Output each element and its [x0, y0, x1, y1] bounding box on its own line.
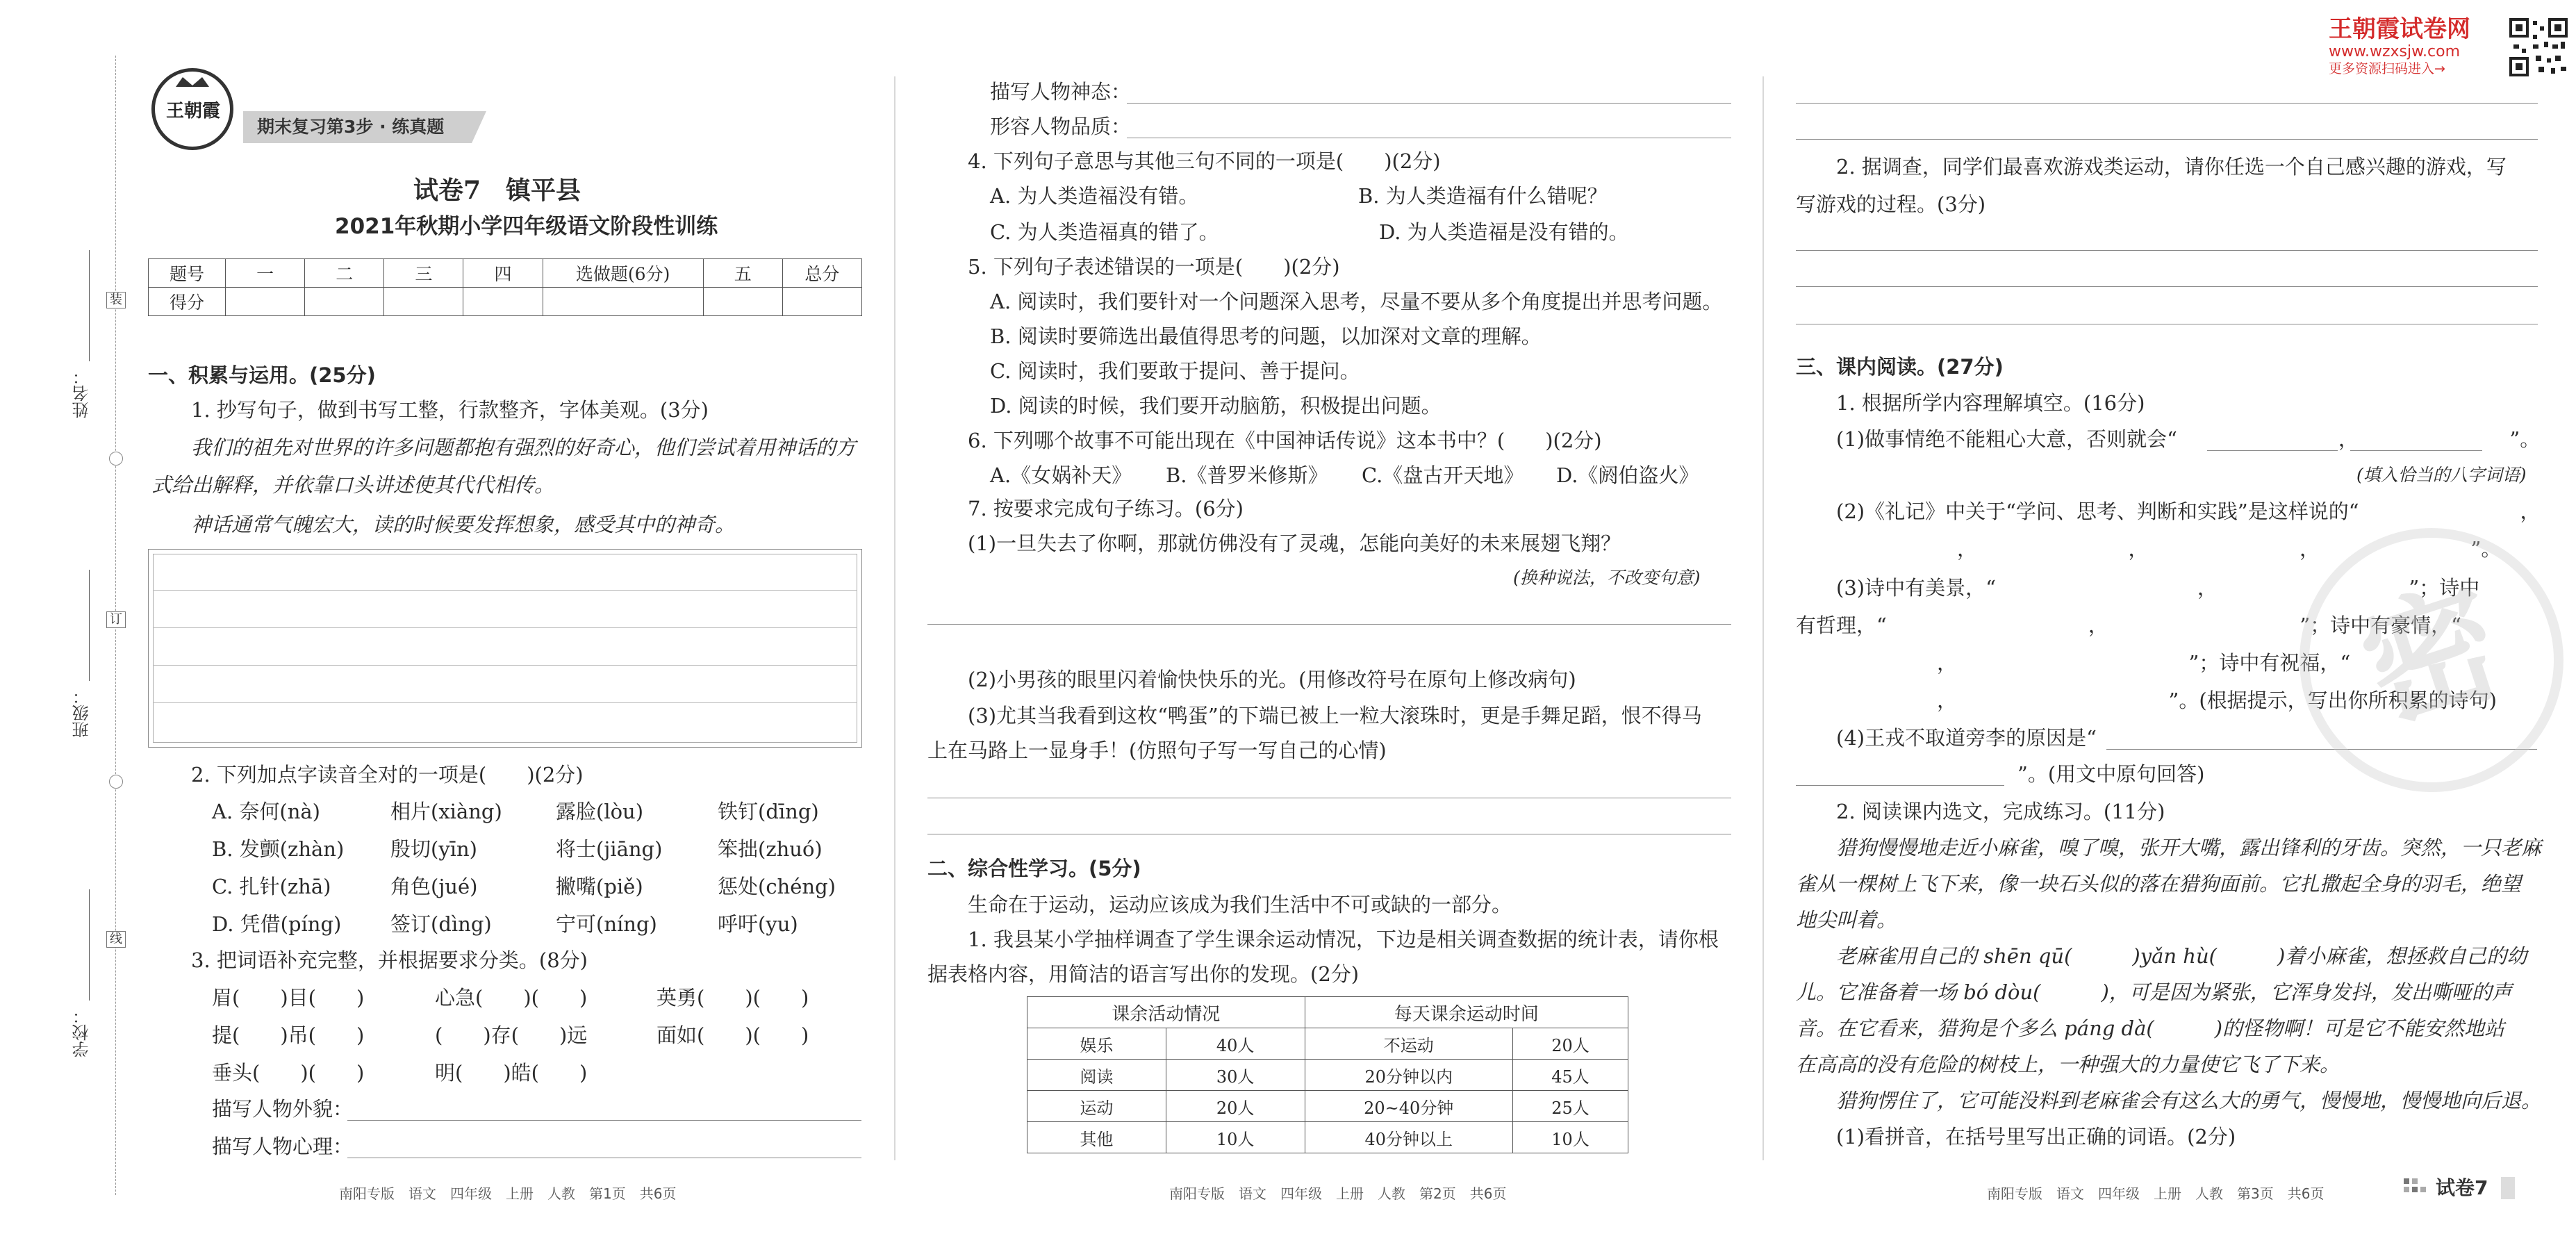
score-cell: 总分	[782, 259, 861, 288]
page-footer: 南阳专版 语文 四年级 上册 人教 第3页 共6页	[1987, 1185, 2325, 1202]
passage-line: 地尖叫着。	[1796, 908, 1897, 932]
section-2-title: 二、综合性学习。(5分)	[927, 857, 1141, 880]
brand-name: 王朝霞试卷网	[2329, 15, 2470, 43]
column-divider	[894, 76, 895, 1160]
brand-tagline: 更多资源扫码进入→	[2329, 61, 2445, 76]
q2-option: 惩处(chéng)	[718, 875, 836, 898]
q7-item: (3)尤其当我看到这枚“鸭蛋”的下端已被上一粒大滚珠时，更是手舞足蹈，恨不得马	[968, 704, 1702, 727]
score-cell: 一	[226, 259, 305, 288]
q5-option: B. 阅读时要筛选出最值得思考的问题，以加深对文章的理解。	[990, 324, 1542, 348]
score-cell: 选做题(6分)	[543, 259, 703, 288]
q2-option: 宁可(níng)	[556, 912, 657, 936]
survey-cell: 阅读	[1027, 1060, 1166, 1091]
fill-blank[interactable]	[2207, 450, 2338, 451]
q2-option: 角色(jué)	[390, 875, 478, 898]
score-cell: 五	[703, 259, 782, 288]
q1-passage: 神话通常气魄宏大，读的时候要发挥想象，感受其中的神奇。	[191, 513, 736, 536]
q3-blank[interactable]: 英勇( )( )	[657, 986, 809, 1010]
score-cell: 四	[463, 259, 543, 288]
paper-number-tab	[2501, 1177, 2515, 1199]
section-1-title: 一、积累与运用。(25分)	[148, 363, 376, 387]
section-2-q1: 1. 我县某小学抽样调查了学生课余运动情况，下边是相关调查数据的统计表，请你根	[968, 928, 1719, 951]
score-cell[interactable]	[384, 288, 463, 316]
score-cell[interactable]	[703, 288, 782, 316]
q2-option: 笨拙(zhuó)	[718, 837, 823, 861]
survey-cell: 30人	[1166, 1060, 1305, 1091]
survey-cell: 运动	[1027, 1091, 1166, 1122]
section-2-q1: 据表格内容，用简洁的语言写出你的发现。(2分)	[927, 962, 1360, 986]
brand-url: www.wzxsjw.com	[2329, 43, 2461, 60]
q4-option: B. 为人类造福有什么错呢？	[1358, 184, 1608, 208]
column-divider	[1762, 76, 1764, 1160]
reading-q1-item: ， ， ， ”。	[1796, 537, 2502, 561]
score-cell[interactable]	[463, 288, 543, 316]
binding-hole	[109, 775, 123, 789]
q3-blank[interactable]: 垂头( )( )	[212, 1061, 365, 1085]
q7-item: (1)一旦失去了你啊，那就仿佛没有了灵魂，怎能向美好的未来展翅飞翔？	[968, 532, 1621, 555]
q2-option: 铁钉(dīng)	[718, 800, 819, 823]
school-underline	[89, 889, 90, 1001]
q2-option: 撇嘴(piě)	[556, 875, 643, 898]
survey-table-row	[1027, 1028, 1628, 1060]
q2-option: 签订(dìng)	[390, 912, 492, 936]
q3-blank[interactable]: 明( )皓( )	[435, 1061, 588, 1085]
q4-option: D. 为人类造福是没有错的。	[1379, 220, 1629, 244]
reading-q1-hint: (填入恰当的八字词语)	[2356, 465, 2527, 485]
binding-mark: 线	[106, 931, 126, 948]
survey-cell: 娱乐	[1027, 1028, 1166, 1060]
q7-text: 7. 按要求完成句子练习。(6分)	[968, 497, 1244, 520]
q2-option: 殷切(yīn)	[390, 837, 477, 861]
reading-q1-item: (4)王戎不取道旁李的原因是“	[1836, 726, 2097, 750]
passage-line: 音。在它看来，猎狗是个多么 páng dà( )的怪物啊！可是它不能安然地站	[1796, 1016, 2505, 1040]
survey-cell: 45人	[1512, 1060, 1628, 1091]
review-banner-text: 期末复习第3步 · 练真题	[257, 117, 445, 137]
q3-blank[interactable]: 提( )吊( )	[212, 1023, 365, 1047]
fill-blank[interactable]	[1796, 785, 2004, 786]
reading-q1-item: (3)诗中有美景，“ ， ”；诗中	[1836, 576, 2480, 600]
q7-hint: (换种说法，不改变句意)	[1513, 568, 1701, 588]
reading-q1-item: 有哲理，“ ， ”；诗中有豪情，“	[1796, 614, 2461, 637]
passage-line: 儿。它准备着一场 bó dòu( )，可是因为紧张，它浑身发抖，发出嘶哑的声	[1796, 980, 2512, 1004]
logo-text: 王朝霞	[165, 101, 220, 122]
q5-option: A. 阅读时，我们要针对一个问题深入思考，尽量不要从多个角度提出并思考问题。	[990, 290, 1723, 313]
passage-line: 猎狗愣住了，它可能没料到老麻雀会有这么大的勇气，慢慢地，慢慢地向后退。	[1836, 1089, 2542, 1112]
q1-passage: 式给出解释，并依靠口头讲述使其代代相传。	[151, 473, 555, 497]
survey-cell: 20分钟以内	[1305, 1060, 1512, 1091]
paper-title: 试卷7 镇平县	[413, 176, 581, 205]
q4-option: C. 为人类造福真的错了。	[990, 220, 1219, 244]
page-marker-dots	[2404, 1178, 2427, 1196]
q7-item: (2)小男孩的眼里闪着愉快快乐的光。(用修改符号在原句上修改病句)	[968, 668, 1576, 691]
q6-text: 6. 下列哪个故事不可能出现在《中国神话传说》这本书中？( )(2分)	[968, 429, 1602, 452]
q5-option: D. 阅读的时候，我们要开动脑筋，积极提出问题。	[990, 394, 1442, 418]
answer-line[interactable]	[1796, 103, 2538, 104]
survey-table-row	[1027, 1091, 1628, 1122]
q3-fill-line[interactable]	[1127, 103, 1731, 104]
survey-header-cell: 每天课余运动时间	[1305, 997, 1628, 1028]
q3-blank[interactable]: 眉( )目( )	[212, 986, 365, 1010]
survey-cell: 10人	[1512, 1122, 1628, 1153]
score-cell: 得分	[149, 288, 226, 316]
q2-option: C. 扎针(zhā)	[212, 875, 331, 898]
q1-text: 1. 抄写句子，做到书写工整，行款整齐，字体美观。(3分)	[191, 398, 709, 422]
survey-table-row	[1027, 1060, 1628, 1091]
score-cell: 题号	[149, 259, 226, 288]
q5-option: C. 阅读时，我们要敢于提问、善于提问。	[990, 359, 1360, 383]
section-2-q2: 写游戏的过程。(3分)	[1796, 192, 1986, 216]
binding-hole	[109, 452, 123, 466]
q2-option: D. 凭借(píng)	[212, 912, 342, 936]
name-label: 姓名：	[72, 368, 92, 418]
q3-blank[interactable]: 面如( )( )	[657, 1023, 809, 1047]
qr-code-icon[interactable]	[2508, 17, 2569, 78]
passage-line: 在高高的没有危险的树枝上，一种强大的力量使它飞了下来。	[1796, 1053, 2340, 1076]
binding-mark: 订	[106, 611, 126, 628]
score-table-row	[149, 259, 862, 288]
passage-line: 雀从一棵树上飞下来，像一块石头似的落在猎狗面前。它扎撒起全身的羽毛，绝望	[1796, 872, 2522, 896]
q6-option: C.《盘古开天地》	[1362, 463, 1524, 487]
reading-q1-item: ， ”；诗中有祝福，“	[1796, 651, 2452, 675]
q7-item: 上在马路上一显身手！(仿照句子写一写自己的心情)	[927, 739, 1387, 762]
score-cell[interactable]	[305, 288, 384, 316]
binding-mark: 装	[106, 292, 126, 308]
survey-cell: 20~40分钟	[1305, 1091, 1512, 1122]
answer-line[interactable]	[927, 624, 1731, 625]
page-footer: 南阳专版 语文 四年级 上册 人教 第1页 共6页	[339, 1185, 677, 1202]
q3-fill-label: 描写人物神态：	[990, 80, 1132, 104]
q2-option: B. 发颤(zhàn)	[212, 837, 345, 861]
reading-q1: 1. 根据所学内容理解填空。(16分)	[1836, 391, 2145, 415]
score-table-row	[149, 288, 862, 316]
section-2-intro: 生命在于运动，运动应该成为我们生活中不可或缺的一部分。	[968, 893, 1512, 916]
survey-table-row	[1027, 1122, 1628, 1153]
survey-cell: 40人	[1166, 1028, 1305, 1060]
score-cell: 三	[384, 259, 463, 288]
q1-passage: 我们的祖先对世界的许多问题都抱有强烈的好奇心，他们尝试着用神话的方	[191, 436, 857, 459]
q6-option: B.《普罗米修斯》	[1166, 463, 1328, 487]
reading-q1-item: (1)做事情绝不能粗心大意，否则就会“ ， ”。	[1836, 427, 2541, 451]
q2-option: A. 奈何(nà)	[212, 800, 320, 823]
paper-number-label: 试卷7	[2436, 1176, 2488, 1199]
stamp-text: 密	[2345, 561, 2518, 750]
reading-q1-item: (2)《礼记》中关于“学问、思考、判断和实践”是这样说的“ ，	[1836, 500, 2541, 523]
reading-q2-item: (1)看拼音，在括号里写出正确的词语。(2分)	[1836, 1125, 2236, 1149]
q2-option: 露脸(lòu)	[556, 800, 644, 823]
q3-fill-label: 描写人物心理：	[212, 1135, 354, 1158]
score-cell[interactable]	[226, 288, 305, 316]
reading-q1-item: ， ”。(根据提示，写出你所积累的诗句)	[1796, 689, 2497, 712]
score-table	[148, 258, 862, 316]
logo-badge	[151, 68, 233, 150]
score-cell[interactable]	[543, 288, 703, 316]
reading-q1-item: ”。(用文中原句回答)	[1796, 762, 2205, 786]
passage-line: 老麻雀用自己的 shēn qū( )yǎn hù( )着小麻雀，想拯救自己的幼	[1836, 944, 2527, 968]
watermark-stamp	[2300, 528, 2563, 792]
survey-header-cell: 课余活动情况	[1027, 997, 1305, 1028]
school-label: 学校：	[72, 1007, 92, 1057]
answer-line[interactable]	[1796, 286, 2538, 287]
score-cell[interactable]	[782, 288, 861, 316]
section-2-q2: 2. 据调查，同学们最喜欢游戏类运动，请你任选一个自己感兴趣的游戏，写	[1836, 155, 2507, 179]
q3-fill-label: 形容人物品质：	[990, 115, 1132, 138]
survey-cell: 其他	[1027, 1122, 1166, 1153]
q4-option: A. 为人类造福没有错。	[990, 184, 1199, 208]
fill-blank[interactable]	[2350, 450, 2482, 451]
survey-table	[1027, 996, 1628, 1153]
q6-option: D.《阏伯盗火》	[1556, 463, 1699, 487]
q2-option: 将士(jiāng)	[556, 837, 663, 861]
survey-cell: 40分钟以上	[1305, 1122, 1512, 1153]
answer-line[interactable]	[1796, 139, 2538, 140]
q3-fill-line[interactable]	[347, 1120, 861, 1121]
answer-line[interactable]	[1796, 250, 2538, 251]
q3-blank[interactable]: ( )存( )远	[435, 1023, 588, 1047]
passage-line: 猎狗慢慢地走近小麻雀，嗅了嗅，张开大嘴，露出锋利的牙齿。突然，一只老麻	[1836, 836, 2542, 859]
q3-fill-label: 描写人物外貌：	[212, 1097, 354, 1121]
class-underline	[89, 570, 90, 681]
page-footer: 南阳专版 语文 四年级 上册 人教 第2页 共6页	[1169, 1185, 1507, 1202]
q6-option: A.《女娲补天》	[990, 463, 1132, 487]
q2-option: 相片(xiàng)	[390, 800, 502, 823]
q2-text: 2. 下列加点字读音全对的一项是( )(2分)	[191, 763, 584, 787]
q4-text: 4. 下列句子意思与其他三句不同的一项是( )(2分)	[968, 149, 1441, 173]
survey-cell: 10人	[1166, 1122, 1305, 1153]
q5-text: 5. 下列句子表述错误的一项是( )(2分)	[968, 255, 1340, 279]
q3-text: 3. 把词语补充完整，并根据要求分类。(8分)	[191, 948, 588, 972]
q2-option: 呼吁(yu)	[718, 912, 798, 936]
q3-blank[interactable]: 心急( )( )	[435, 986, 588, 1010]
reading-q2: 2. 阅读课内选文，完成练习。(11分)	[1836, 800, 2165, 823]
section-3-title: 三、课内阅读。(27分)	[1796, 355, 2004, 379]
copy-writing-box[interactable]	[148, 549, 862, 748]
class-label: 班级：	[72, 688, 92, 738]
survey-cell: 不运动	[1305, 1028, 1512, 1060]
name-underline	[89, 250, 90, 361]
survey-table-header	[1027, 997, 1628, 1028]
survey-cell: 20人	[1166, 1091, 1305, 1122]
survey-cell: 20人	[1512, 1028, 1628, 1060]
paper-subtitle: 2021年秋期小学四年级语文阶段性训练	[335, 214, 718, 239]
survey-cell: 25人	[1512, 1091, 1628, 1122]
score-cell: 二	[305, 259, 384, 288]
